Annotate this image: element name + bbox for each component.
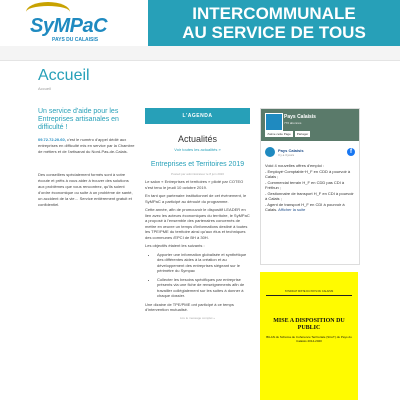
scot-poster[interactable]	[260, 272, 358, 400]
like-page-button[interactable]: J'aime cette Page	[267, 132, 291, 136]
poster-title	[260, 318, 358, 332]
article-paragraph: Le salon « Entreprises et territoires » piloté par COTEO s'est tenu le jeudi 10 octobre 2019.	[145, 179, 244, 190]
facebook-widget	[260, 108, 360, 265]
objectives-list	[145, 252, 250, 299]
post-time[interactable]: Il y a 3 jours	[278, 152, 295, 157]
article-title[interactable]: Entreprises et Territoires 2019	[150, 161, 245, 168]
poster-text: BILAN du Schéma de Cohérence Territoriale (SCoT) du Pays du Calaisis 2014-2020	[266, 335, 352, 343]
banner-title	[148, 0, 400, 46]
logo-subtitle: PAYS DU CALAISIS	[52, 37, 99, 43]
site-logo[interactable]	[0, 0, 148, 46]
post-author[interactable]: Pays Calaisis	[278, 147, 304, 153]
service-description: Des conseillers spécialement formés sont à votre écoute et prêts à vous aider à trouver des solutions aux problèmes que vous rencontrez, qu'ils soient d'ordre économique ou suite à un problème de santé, un accident de la vie… Service entièrement gratuit et confidentiel.	[38, 172, 133, 207]
follower-count: 776 abonnés	[284, 121, 302, 125]
page-title: Accueil	[38, 67, 90, 84]
article-paragraph: Les objectifs étaient les suivants :	[145, 243, 205, 248]
read-more-link[interactable]: Lire le message complet »	[179, 315, 216, 320]
nav-bar	[0, 46, 400, 61]
banner-line-1: INTERCOMMUNALE	[192, 4, 356, 23]
article-paragraph: Une dizaine de TPE/PME ont participé à ce temps d'intervention mutualisé.	[145, 301, 234, 312]
post-header	[265, 147, 355, 157]
poster-title-line-1: MISE A DISPOSITION DU	[273, 318, 345, 324]
phone-number[interactable]: 09.72.72.20.60,	[38, 137, 66, 142]
avatar[interactable]	[265, 147, 275, 157]
see-more-link[interactable]: Afficher la suite	[278, 207, 306, 212]
list-item: • Collecter les besoins spécifiques par entreprise présents via une fiche de renseignements afin de travailler collégialement sur les suites à donner à chaque dossier.	[157, 277, 250, 299]
article-body	[145, 179, 250, 313]
page-thumbnail[interactable]	[265, 113, 283, 131]
phone-text: c'est le numéro d'appel dédié aux entreprises en difficulté mis en service par la Chambre de métiers et de l'artisanat du Nord-Pas-de-Calais.	[38, 137, 135, 154]
divider	[266, 295, 352, 296]
logo-text: SyMPaC	[30, 15, 108, 37]
facebook-icon[interactable]: f	[347, 148, 355, 156]
banner-line-2: AU SERVICE DE TOUS	[182, 23, 366, 42]
news-column	[145, 108, 250, 320]
site-header	[0, 0, 400, 46]
agenda-button[interactable]: L'AGENDA	[145, 108, 250, 124]
facebook-actions	[265, 131, 310, 137]
article-paragraph: Cette année, afin de promouvoir le dispositif LEADER en lien avec les acteurs économiques du territoire, le SyMPaC a proposé à l'ensemble des partenaires concernés de mettre en œuvre un temps d'informations destiné à toutes les TPE/PME du territoire ainsi qu'aux élus et techniques des communes /EPCI de BH à 30H.	[145, 207, 250, 240]
poster-title-line-2: PUBLIC	[297, 325, 321, 331]
article-paragraph: En tant que partenaire institutionnel de cet événement, le SyMPaC a participé au déroulé du programme.	[145, 193, 247, 204]
article-meta: Posted par administrateur le 8 juin 2020	[170, 172, 225, 176]
breadcrumb[interactable]: Accueil	[38, 86, 51, 91]
facebook-cover	[261, 109, 359, 141]
list-item: • Apporter une information globalisée et synthétique des différentes aides à la création et au développement des entreprises siégeant sur le périmètre du Sympac	[157, 252, 250, 274]
share-button[interactable]: Partager	[296, 132, 309, 136]
poster-header: SYNDICAT MIXTE DU PAYS DU CALAISIS	[284, 290, 334, 293]
phone-paragraph	[38, 137, 136, 155]
all-news-link[interactable]: Voir toutes les actualités »	[174, 147, 221, 152]
news-heading: Actualités	[177, 134, 218, 144]
intro-heading: Un service d'aide pour les Entreprises artisanales en difficulté !	[38, 108, 119, 131]
facebook-page-name[interactable]: Pays Calaisis	[284, 114, 316, 120]
post-text	[265, 163, 355, 213]
facebook-post	[261, 141, 359, 213]
post-body: Voici 4 nouvelles offres d'emploi : - Employé·Comptable·H_F en CDD à pourvoir à Calais ; - Commercial terrain H_F en CDD pas CDI à Fréthun ; - Gestionnaire de transport H_F en CDI à pourvoir à Calais ; - Agent de transport H_F en CDI à pourvoir à Calais.	[265, 163, 354, 212]
